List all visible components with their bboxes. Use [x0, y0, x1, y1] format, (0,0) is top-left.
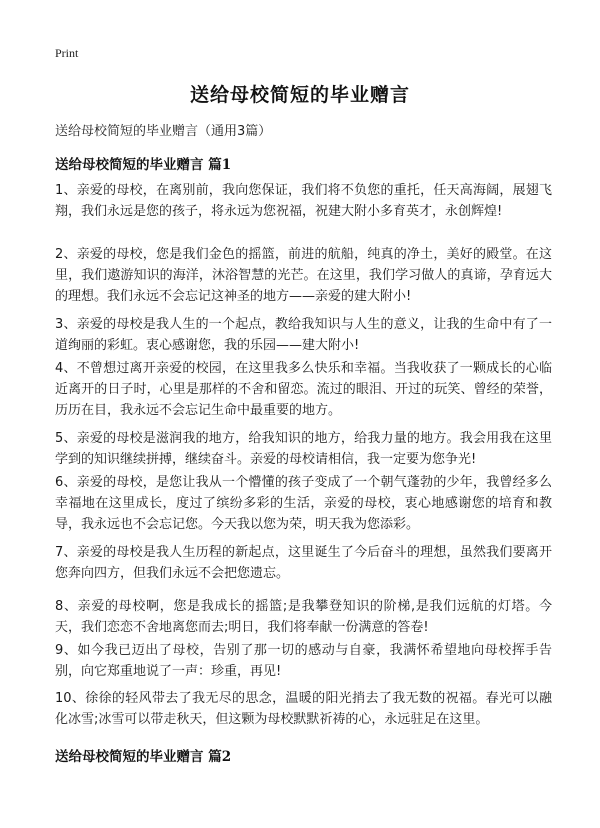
paragraph-5: 5、亲爱的母校是滋润我的地方，给我知识的地方，给我力量的地方。我会用我在这里学到的知识继续拼搏，继续奋斗。亲爱的母校请相信，我一定要为您争光! [55, 431, 552, 467]
paragraph-7: 7、亲爱的母校是我人生历程的新起点，这里诞生了今后奋斗的理想，虽然我们要离开您奔向四方，但我们永远不会把您遗忘。 [55, 545, 552, 581]
paragraph-9: 9、如今我已迈出了母校，告别了那一切的感动与自豪，我满怀希望地向母校挥手告别，向它郑重地说了一声：珍重，再见! [55, 643, 552, 679]
paragraph-10: 10、徐徐的轻风带去了我无尽的思念，温暖的阳光捎去了我无数的祝福。春光可以融化冰雪;冰雪可以带走秋天，但这颗为母校默默祈祷的心，永远驻足在这里。 [55, 691, 552, 727]
paragraph-8: 8、亲爱的母校啊，您是我成长的摇篮;是我攀登知识的阶梯,是我们远航的灯塔。今天，我们恋恋不舍地离您而去;明日，我们将奉献一份满意的答卷! [55, 599, 552, 635]
paragraph-4: 4、不曾想过离开亲爱的校园，在这里我多么快乐和幸福。当我收获了一颗成长的心临近离开的日子时，心里是那样的不舍和留恋。流过的眼泪、开过的玩笑、曾经的荣誉，历历在目，我永远不会忘记生命中最重要的地方。 [55, 361, 552, 418]
paragraph-6: 6、亲爱的母校，是您让我从一个懵懂的孩子变成了一个朝气蓬勃的少年，我曾经多么幸福地在这里成长，度过了缤纷多彩的生活，亲爱的母校，衷心地感谢您的培育和教导，我永远也不会忘记您。今天我以您为荣，明天我为您添彩。 [55, 475, 552, 532]
paragraph-1: 1、亲爱的母校，在离别前，我向您保证，我们将不负您的重托，任天高海阔，展翅飞翔，我们永远是您的孩子，将永远为您祝福，祝建大附小多育英才，永创辉煌! [55, 183, 552, 219]
paragraph-2: 2、亲爱的母校，您是我们金色的摇篮，前进的航船，纯真的净土，美好的殿堂。在这里，我们遨游知识的海洋，沐浴智慧的光芒。在这里，我们学习做人的真谛，孕育远大的理想。我们永远不会忘记这神圣的地方——亲爱的建大附小! [55, 247, 552, 304]
print-link[interactable]: Print [55, 46, 79, 60]
section-heading-2: 送给母校简短的毕业赠言 篇2 [55, 749, 232, 765]
page-title: 送给母校简短的毕业赠言 [189, 84, 410, 106]
document-subtitle: 送给母校简短的毕业赠言（通用3篇） [55, 124, 272, 139]
paragraph-3: 3、亲爱的母校是我人生的一个起点，教给我知识与人生的意义，让我的生命中有了一道绚丽的彩虹。衷心感谢您，我的乐园——建大附小! [55, 317, 552, 353]
section-heading-1: 送给母校简短的毕业赠言 篇1 [55, 157, 232, 173]
